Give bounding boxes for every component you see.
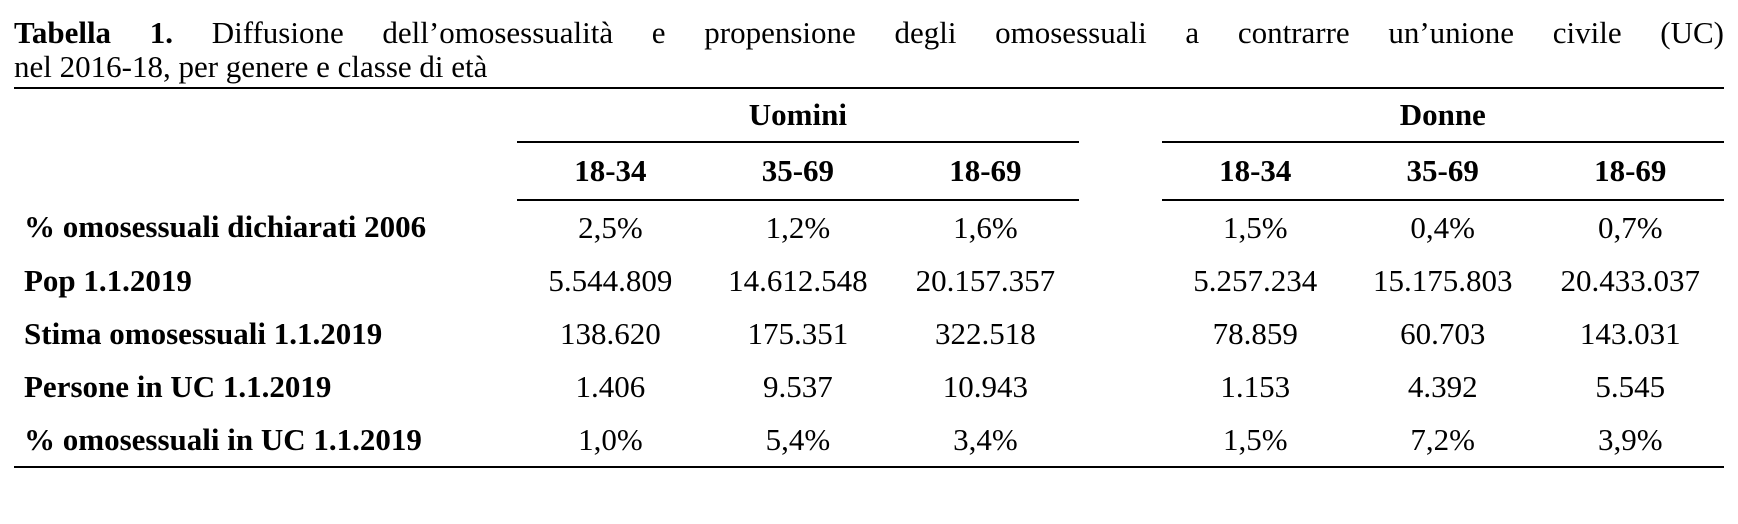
gap-cell [1079,200,1161,254]
table-row [14,200,1724,254]
cell-value: 5.257.234 [1193,262,1318,298]
cell-value: 20.433.037 [1560,262,1700,298]
cell-value: 0,7% [1597,209,1663,245]
gap-header-cell [1079,88,1161,142]
cell-value: 5.545 [1595,368,1666,404]
cell-value: 1.406 [575,368,646,404]
age-header-row [14,142,1724,200]
cell-value: 5,4% [704,413,891,467]
row-label: Persone in UC 1.1.2019 [24,368,332,404]
empty-header-cell [14,88,517,142]
row-label: Stima omosessuali 1.1.2019 [24,315,383,351]
cell-value: 3,4% [892,413,1080,467]
cell-value: 3,9% [1536,413,1724,467]
gap-cell [1079,360,1161,413]
cell-value: 143.031 [1579,315,1681,351]
empty-header-cell [14,142,517,200]
cell-value: 2,5% [578,209,643,245]
cell-value: 9.537 [763,368,833,404]
cell-value: 175.351 [747,315,849,351]
data-table [14,87,1724,468]
table-caption [14,16,1724,84]
gap-cell [1079,413,1161,467]
cell-value: 1,6% [953,209,1018,245]
caption-label: Tabella 1. [14,15,173,50]
cell-value: 322.518 [934,315,1036,351]
age-header-donne-18-69: 18-69 [1536,142,1724,200]
age-header-donne-18-34: 18-34 [1162,142,1349,200]
cell-value: 15.175.803 [1372,262,1513,298]
age-header-uomini-18-34: 18-34 [517,142,704,200]
caption-text-1: Diffusione dell’omosessualità e propensione degli omosessuali a contrarre un’unione civile (UC) [211,15,1724,50]
cell-value: 1,5% [1222,209,1288,245]
row-label: % omosessuali in UC 1.1.2019 [14,413,517,467]
cell-value: 78.859 [1212,315,1298,351]
cell-value: 1,5% [1162,413,1349,467]
group-header-row [14,88,1724,142]
cell-value: 10.943 [942,368,1028,404]
table-row [14,254,1724,307]
cell-value: 1,2% [765,209,831,245]
table-row [14,413,1724,467]
cell-value: 1,0% [517,413,704,467]
cell-value: 1.153 [1220,368,1291,404]
age-header-donne-35-69: 35-69 [1349,142,1536,200]
age-header-uomini-35-69: 35-69 [704,142,891,200]
cell-value: 5.544.809 [548,262,673,298]
gap-header-cell [1079,142,1161,200]
gap-cell [1079,254,1161,307]
cell-value: 0,4% [1410,209,1475,245]
cell-value: 138.620 [560,315,661,351]
group-header-donne: Donne [1162,88,1724,142]
caption-line-1 [14,16,1724,50]
caption-text-2: nel 2016-18, per genere e classe di età [14,49,488,84]
table-row [14,360,1724,413]
age-header-uomini-18-69: 18-69 [892,142,1080,200]
group-header-uomini: Uomini [517,88,1079,142]
cell-value: 7,2% [1349,413,1536,467]
document [14,16,1724,468]
table-row [14,307,1724,360]
row-label: % omosessuali dichiarati 2006 [24,209,427,244]
cell-value: 60.703 [1400,315,1486,351]
row-label: Pop 1.1.2019 [24,262,192,298]
gap-cell [1079,307,1161,360]
cell-value: 4.392 [1407,368,1478,404]
cell-value: 14.612.548 [728,262,868,298]
cell-value: 20.157.357 [915,262,1056,298]
